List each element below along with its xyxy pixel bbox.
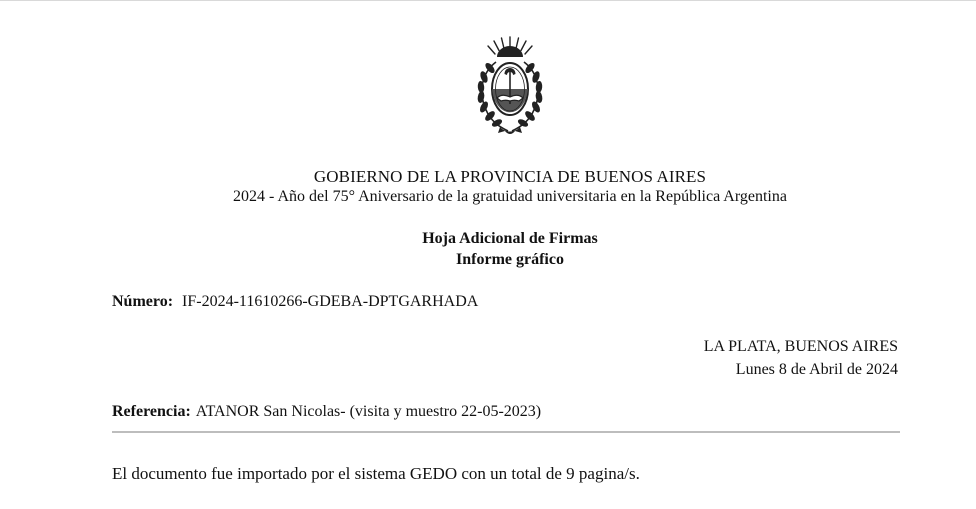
section-divider bbox=[112, 431, 900, 433]
sheet-title: Hoja Adicional de Firmas bbox=[422, 230, 598, 247]
numero-row bbox=[112, 293, 478, 311]
document-date: Lunes 8 de Abril de 2024 bbox=[735, 361, 898, 378]
referencia-value: ATANOR San Nicolas- (visita y muestro 22-05-2023) bbox=[195, 403, 542, 420]
import-notice: El documento fue importado por el sistema GEDO con un total de 9 pagina/s. bbox=[112, 464, 640, 483]
referencia-label: Referencia: bbox=[112, 403, 191, 420]
location-place: LA PLATA, BUENOS AIRES bbox=[703, 338, 898, 355]
coat-of-arms-icon bbox=[466, 34, 554, 138]
referencia-row bbox=[112, 403, 541, 421]
government-heading: GOBIERNO DE LA PROVINCIA DE BUENOS AIRES bbox=[313, 167, 707, 186]
sheet-subtitle: Informe gráfico bbox=[456, 251, 564, 268]
year-motto: 2024 - Año del 75° Aniversario de la gratuidad universitaria en la República Argentina bbox=[233, 188, 787, 205]
page-top-border bbox=[0, 0, 976, 1]
numero-value: IF-2024-11610266-GDEBA-DPTGARHADA bbox=[182, 293, 479, 310]
numero-label: Número: bbox=[112, 293, 174, 310]
